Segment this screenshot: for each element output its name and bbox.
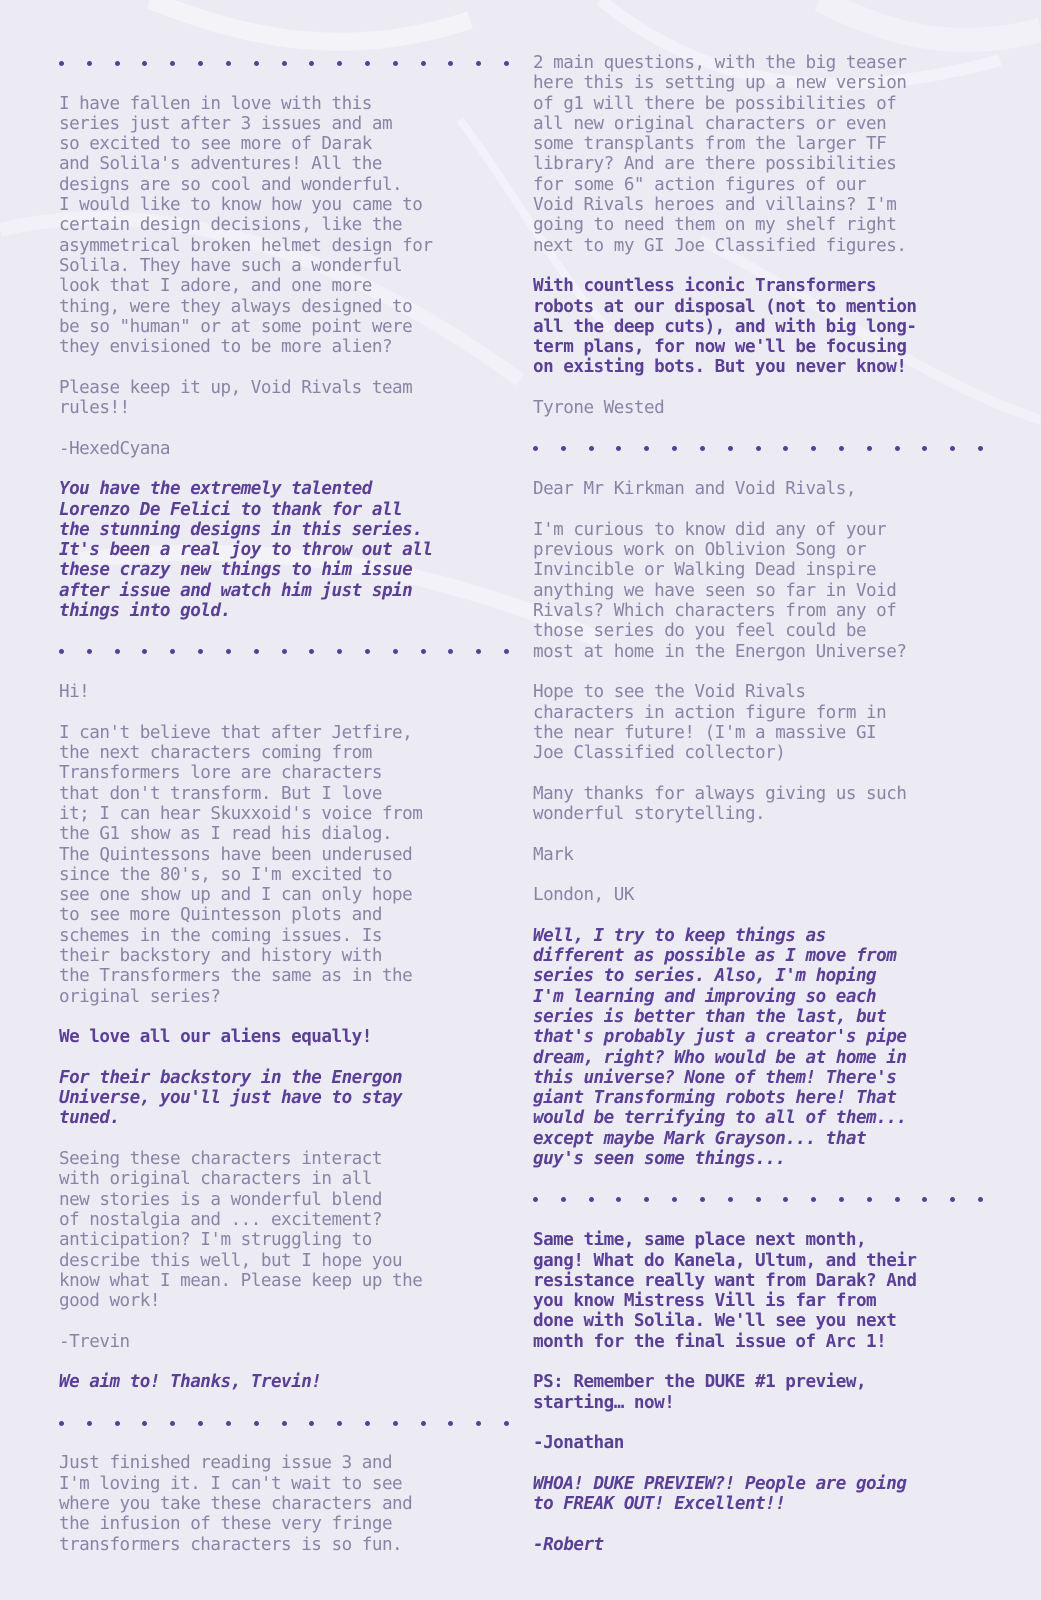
- divider-dot: [867, 446, 872, 451]
- divider-dot: [198, 1421, 203, 1426]
- editor-reply: Well, I try to keep things as different as possible as I move from series to series. Also, I'm hoping I'm learning and improving so each series is better than the last, but that's probably just a creator's pipe dream, right? Who would be at home in this universe? None of them! There's giant Transforming robots here! That would be terrifying to all of them... except maybe Mark Grayson... that guy's seen some things...: [533, 925, 907, 1170]
- divider-dot: [170, 1421, 175, 1426]
- divider-dot: [393, 61, 398, 66]
- divider-dot: [811, 1197, 816, 1202]
- divider-dot: [616, 446, 621, 451]
- letter-text: I have fallen in love with this series just after 3 issues and am so excited to see more of Darak and Solila's adventures! All the designs are so cool and wonderful. I would like to know how you came to certain design decisions, like the asymmetrical broken helmet design for Solila. They have such a wonderful look that I adore, and one more thing, were they always designed to be so "human" or at some point were they envisioned to be more alien?: [59, 93, 433, 358]
- divider-dot: [783, 446, 788, 451]
- letter-text: Hi!: [59, 682, 90, 703]
- dot-divider: [533, 439, 983, 459]
- divider-dot: [198, 61, 203, 66]
- letter-text: Dear Mr Kirkman and Void Rivals,: [533, 479, 856, 500]
- divider-dot: [950, 1197, 955, 1202]
- divider-dot: [170, 649, 175, 654]
- divider-dot: [198, 649, 203, 654]
- letter-text: Seeing these characters interact with original characters in all new stories is a wonderful blend of nostalgia and ... excitement? anticipation? I'm struggling to describe this well, but I hope you know what I mean. Please keep up the good work!: [59, 1149, 423, 1312]
- letter-text: -Trevin: [59, 1331, 130, 1352]
- divider-dot: [337, 1421, 342, 1426]
- divider-dot: [142, 649, 147, 654]
- divider-dot: [476, 649, 481, 654]
- divider-dot: [87, 649, 92, 654]
- editor-reply: We aim to! Thanks, Trevin!: [59, 1372, 322, 1393]
- divider-dot: [895, 1197, 900, 1202]
- divider-dot: [337, 61, 342, 66]
- divider-dot: [895, 446, 900, 451]
- divider-dot: [561, 446, 566, 451]
- divider-dot: [533, 1197, 538, 1202]
- divider-dot: [226, 1421, 231, 1426]
- divider-dot: [589, 1197, 594, 1202]
- editor-reply: PS: Remember the DUKE #1 preview, starting… now!: [533, 1372, 867, 1413]
- letter-text: London, UK: [533, 885, 634, 906]
- letter-text: I'm curious to know did any of your previous work on Oblivion Song or Invincible or Walking Dead inspire anything we have seen so far in Void Rivals? Which characters from any of those series do you feel could be most at home in the Energon Universe?: [533, 519, 907, 662]
- divider-dot: [561, 1197, 566, 1202]
- divider-dot: [309, 61, 314, 66]
- divider-dot: [672, 446, 677, 451]
- divider-dot: [978, 446, 983, 451]
- divider-dot: [421, 1421, 426, 1426]
- divider-dot: [616, 1197, 621, 1202]
- editor-reply: For their backstory in the Energon Universe, you'll just have to stay tuned.: [59, 1067, 403, 1129]
- divider-dot: [728, 446, 733, 451]
- right-column: [533, 53, 983, 1575]
- divider-dot: [421, 61, 426, 66]
- divider-dot: [115, 61, 120, 66]
- editor-reply: With countless iconic Transformers robots at our disposal (not to mention all the deep cuts), and with big long- term plans, for now we'll be focusing on existing bots. But you never know!: [533, 276, 917, 378]
- divider-dot: [756, 1197, 761, 1202]
- divider-dot: [226, 61, 231, 66]
- divider-dot: [756, 446, 761, 451]
- divider-dot: [365, 649, 370, 654]
- divider-dot: [87, 61, 92, 66]
- divider-dot: [922, 1197, 927, 1202]
- divider-dot: [59, 649, 64, 654]
- left-column: [59, 53, 509, 1575]
- dot-divider: [533, 1190, 983, 1210]
- divider-dot: [226, 649, 231, 654]
- divider-dot: [672, 1197, 677, 1202]
- letter-text: Many thanks for always giving us such wonderful storytelling.: [533, 783, 907, 824]
- dot-divider: [59, 1413, 509, 1433]
- editor-reply: WHOA! DUKE PREVIEW?! People are going to FREAK OUT! Excellent!!: [533, 1473, 907, 1515]
- divider-dot: [337, 649, 342, 654]
- letter-text: I can't believe that after Jetfire, the next characters coming from Transformers lore are characters that don't transform. But I love it; I can hear Skuxxoid's voice from the G1 show as I read his dialog. The Quintessons have been underused since the 80's, so I'm excited to see one show up and I can only hope to see more Quintesson plots and schemes in the coming issues. Is their backstory and history with the Transformers the same as in the original series?: [59, 722, 423, 1007]
- divider-dot: [504, 649, 509, 654]
- divider-dot: [589, 446, 594, 451]
- divider-dot: [504, 1421, 509, 1426]
- divider-dot: [700, 1197, 705, 1202]
- divider-dot: [950, 446, 955, 451]
- divider-dot: [393, 649, 398, 654]
- divider-dot: [867, 1197, 872, 1202]
- letter-text: Hope to see the Void Rivals characters in action figure form in the near future! (I'm a massive GI Joe Classified collector): [533, 682, 887, 764]
- letter-text: Mark: [533, 844, 574, 865]
- letter-text: 2 main questions, with the big teaser here this is setting up a new version of g1 will there be possibilities of all new original characters or even some transplants from the larger TF library? And are there possibilities for some 6" action figures of our Void Rivals heroes and villains? I'm going to need them on my shelf right next to my GI Joe Classified figures.: [533, 53, 907, 256]
- dot-divider: [59, 53, 509, 73]
- divider-dot: [448, 1421, 453, 1426]
- divider-dot: [115, 649, 120, 654]
- divider-dot: [839, 1197, 844, 1202]
- divider-dot: [59, 61, 64, 66]
- divider-dot: [309, 1421, 314, 1426]
- divider-dot: [700, 446, 705, 451]
- divider-dot: [839, 446, 844, 451]
- editor-reply: Same time, same place next month, gang! What do Kanela, Ultum, and their resistance really want from Darak? And you know Mistress Vill is far from done with Solila. We'll see you next month for the final issue of Arc 1!: [533, 1230, 917, 1352]
- divider-dot: [142, 61, 147, 66]
- divider-dot: [448, 649, 453, 654]
- divider-dot: [644, 446, 649, 451]
- divider-dot: [728, 1197, 733, 1202]
- letter-text: Tyrone Wested: [533, 398, 665, 419]
- divider-dot: [59, 1421, 64, 1426]
- divider-dot: [978, 1197, 983, 1202]
- divider-dot: [476, 61, 481, 66]
- divider-dot: [783, 1197, 788, 1202]
- divider-dot: [365, 1421, 370, 1426]
- divider-dot: [644, 1197, 649, 1202]
- divider-dot: [87, 1421, 92, 1426]
- divider-dot: [448, 61, 453, 66]
- editor-reply: You have the extremely talented Lorenzo De Felici to thank for all the stunning designs in this series. It's been a real joy to throw out all these crazy new things to him issue after issue and watch him just spin things into gold.: [59, 479, 433, 622]
- editor-reply: We love all our aliens equally!: [59, 1027, 372, 1048]
- divider-dot: [170, 61, 175, 66]
- divider-dot: [254, 61, 259, 66]
- divider-dot: [476, 1421, 481, 1426]
- divider-dot: [365, 61, 370, 66]
- divider-dot: [282, 61, 287, 66]
- dot-divider: [59, 642, 509, 662]
- divider-dot: [309, 649, 314, 654]
- editor-reply: -Jonathan: [533, 1433, 624, 1454]
- divider-dot: [142, 1421, 147, 1426]
- divider-dot: [811, 446, 816, 451]
- divider-dot: [393, 1421, 398, 1426]
- divider-dot: [504, 61, 509, 66]
- letter-text: -HexedCyana: [59, 438, 171, 459]
- divider-dot: [421, 649, 426, 654]
- divider-dot: [922, 446, 927, 451]
- divider-dot: [254, 649, 259, 654]
- editor-reply: -Robert: [533, 1534, 604, 1555]
- divider-dot: [533, 446, 538, 451]
- letter-text: Please keep it up, Void Rivals team rules!!: [59, 377, 413, 419]
- divider-dot: [282, 1421, 287, 1426]
- divider-dot: [254, 1421, 259, 1426]
- divider-dot: [115, 1421, 120, 1426]
- divider-dot: [282, 649, 287, 654]
- letter-text: Just finished reading issue 3 and I'm loving it. I can't wait to see where you take these characters and the infusion of these very fringe transformers characters is so fun.: [59, 1453, 413, 1555]
